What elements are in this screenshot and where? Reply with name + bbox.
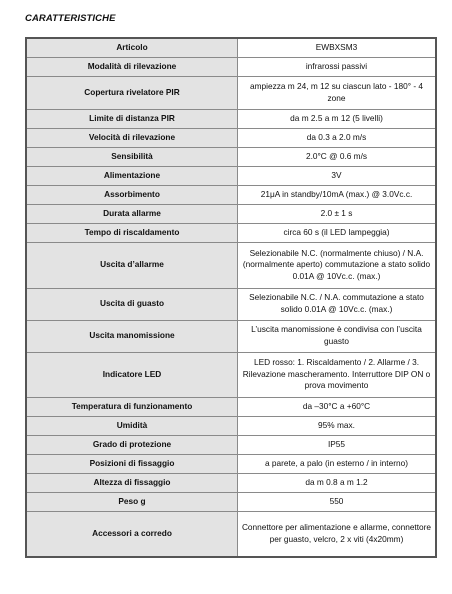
- row-value: infrarossi passivi: [238, 57, 437, 76]
- table-row: [26, 223, 436, 242]
- table-row: [26, 511, 436, 557]
- row-label: Velocità di rilevazione: [26, 128, 238, 147]
- row-label: Uscita d’allarme: [26, 242, 238, 288]
- row-value: a parete, a palo (in esterno / in interno): [238, 454, 437, 473]
- specifications-table: [25, 37, 437, 558]
- table-row: [26, 57, 436, 76]
- row-value: da 0.3 a 2.0 m/s: [238, 128, 437, 147]
- table-row: [26, 492, 436, 511]
- row-value: LED rosso: 1. Riscaldamento / 2. Allarme / 3. Rilevazione mascheramento. Interruttore DIP ON o prova movimento: [238, 352, 437, 397]
- row-label: Durata allarme: [26, 204, 238, 223]
- table-row: [26, 204, 436, 223]
- table-row: [26, 242, 436, 288]
- table-row: [26, 473, 436, 492]
- table-row: [26, 454, 436, 473]
- table-row: [26, 76, 436, 109]
- table-row: [26, 352, 436, 397]
- row-label: Uscita di guasto: [26, 288, 238, 320]
- table-row: [26, 109, 436, 128]
- row-label: Modalità di rilevazione: [26, 57, 238, 76]
- row-value: da m 0.8 a m 1.2: [238, 473, 437, 492]
- table-row: [26, 288, 436, 320]
- row-label: Indicatore LED: [26, 352, 238, 397]
- row-label: Sensibilità: [26, 147, 238, 166]
- row-value: Connettore per alimentazione e allarme, connettore per guasto, velcro, 2 x viti (4x20mm): [238, 511, 437, 557]
- row-label: Articolo: [26, 38, 238, 57]
- row-value: ampiezza m 24, m 12 su ciascun lato - 180° - 4 zone: [238, 76, 437, 109]
- row-value: da m 2.5 a m 12 (5 livelli): [238, 109, 437, 128]
- row-value: 2.0°C @ 0.6 m/s: [238, 147, 437, 166]
- table-row: [26, 166, 436, 185]
- table-row: [26, 435, 436, 454]
- row-value: Selezionabile N.C. (normalmente chiuso) / N.A. (normalmente aperto) commutazione a stato solido 0.01A @ 10Vc.c. (max.): [238, 242, 437, 288]
- table-row: [26, 397, 436, 416]
- row-label: Tempo di riscaldamento: [26, 223, 238, 242]
- table-row: [26, 185, 436, 204]
- row-value: EWBXSM3: [238, 38, 437, 57]
- row-value: L’uscita manomissione è condivisa con l’uscita guasto: [238, 320, 437, 352]
- row-value: da –30°C a +60°C: [238, 397, 437, 416]
- row-label: Uscita manomissione: [26, 320, 238, 352]
- table-row: [26, 320, 436, 352]
- table-row: [26, 128, 436, 147]
- row-value: IP55: [238, 435, 437, 454]
- row-value: 21μA in standby/10mA (max.) @ 3.0Vc.c.: [238, 185, 437, 204]
- row-label: Umidità: [26, 416, 238, 435]
- table-row: [26, 38, 436, 57]
- row-label: Temperatura di funzionamento: [26, 397, 238, 416]
- row-value: 95% max.: [238, 416, 437, 435]
- row-label: Alimentazione: [26, 166, 238, 185]
- row-label: Copertura rivelatore PIR: [26, 76, 238, 109]
- row-label: Assorbimento: [26, 185, 238, 204]
- row-value: 3V: [238, 166, 437, 185]
- table-row: [26, 147, 436, 166]
- section-title: CARATTERISTICHE: [25, 13, 116, 24]
- table-row: [26, 416, 436, 435]
- row-value: 2.0 ± 1 s: [238, 204, 437, 223]
- row-value: circa 60 s (il LED lampeggia): [238, 223, 437, 242]
- row-label: Grado di protezione: [26, 435, 238, 454]
- row-value: 550: [238, 492, 437, 511]
- row-value: Selezionabile N.C. / N.A. commutazione a stato solido 0.01A @ 10Vc.c. (max.): [238, 288, 437, 320]
- row-label: Posizioni di fissaggio: [26, 454, 238, 473]
- row-label: Accessori a corredo: [26, 511, 238, 557]
- row-label: Limite di distanza PIR: [26, 109, 238, 128]
- row-label: Altezza di fissaggio: [26, 473, 238, 492]
- row-label: Peso g: [26, 492, 238, 511]
